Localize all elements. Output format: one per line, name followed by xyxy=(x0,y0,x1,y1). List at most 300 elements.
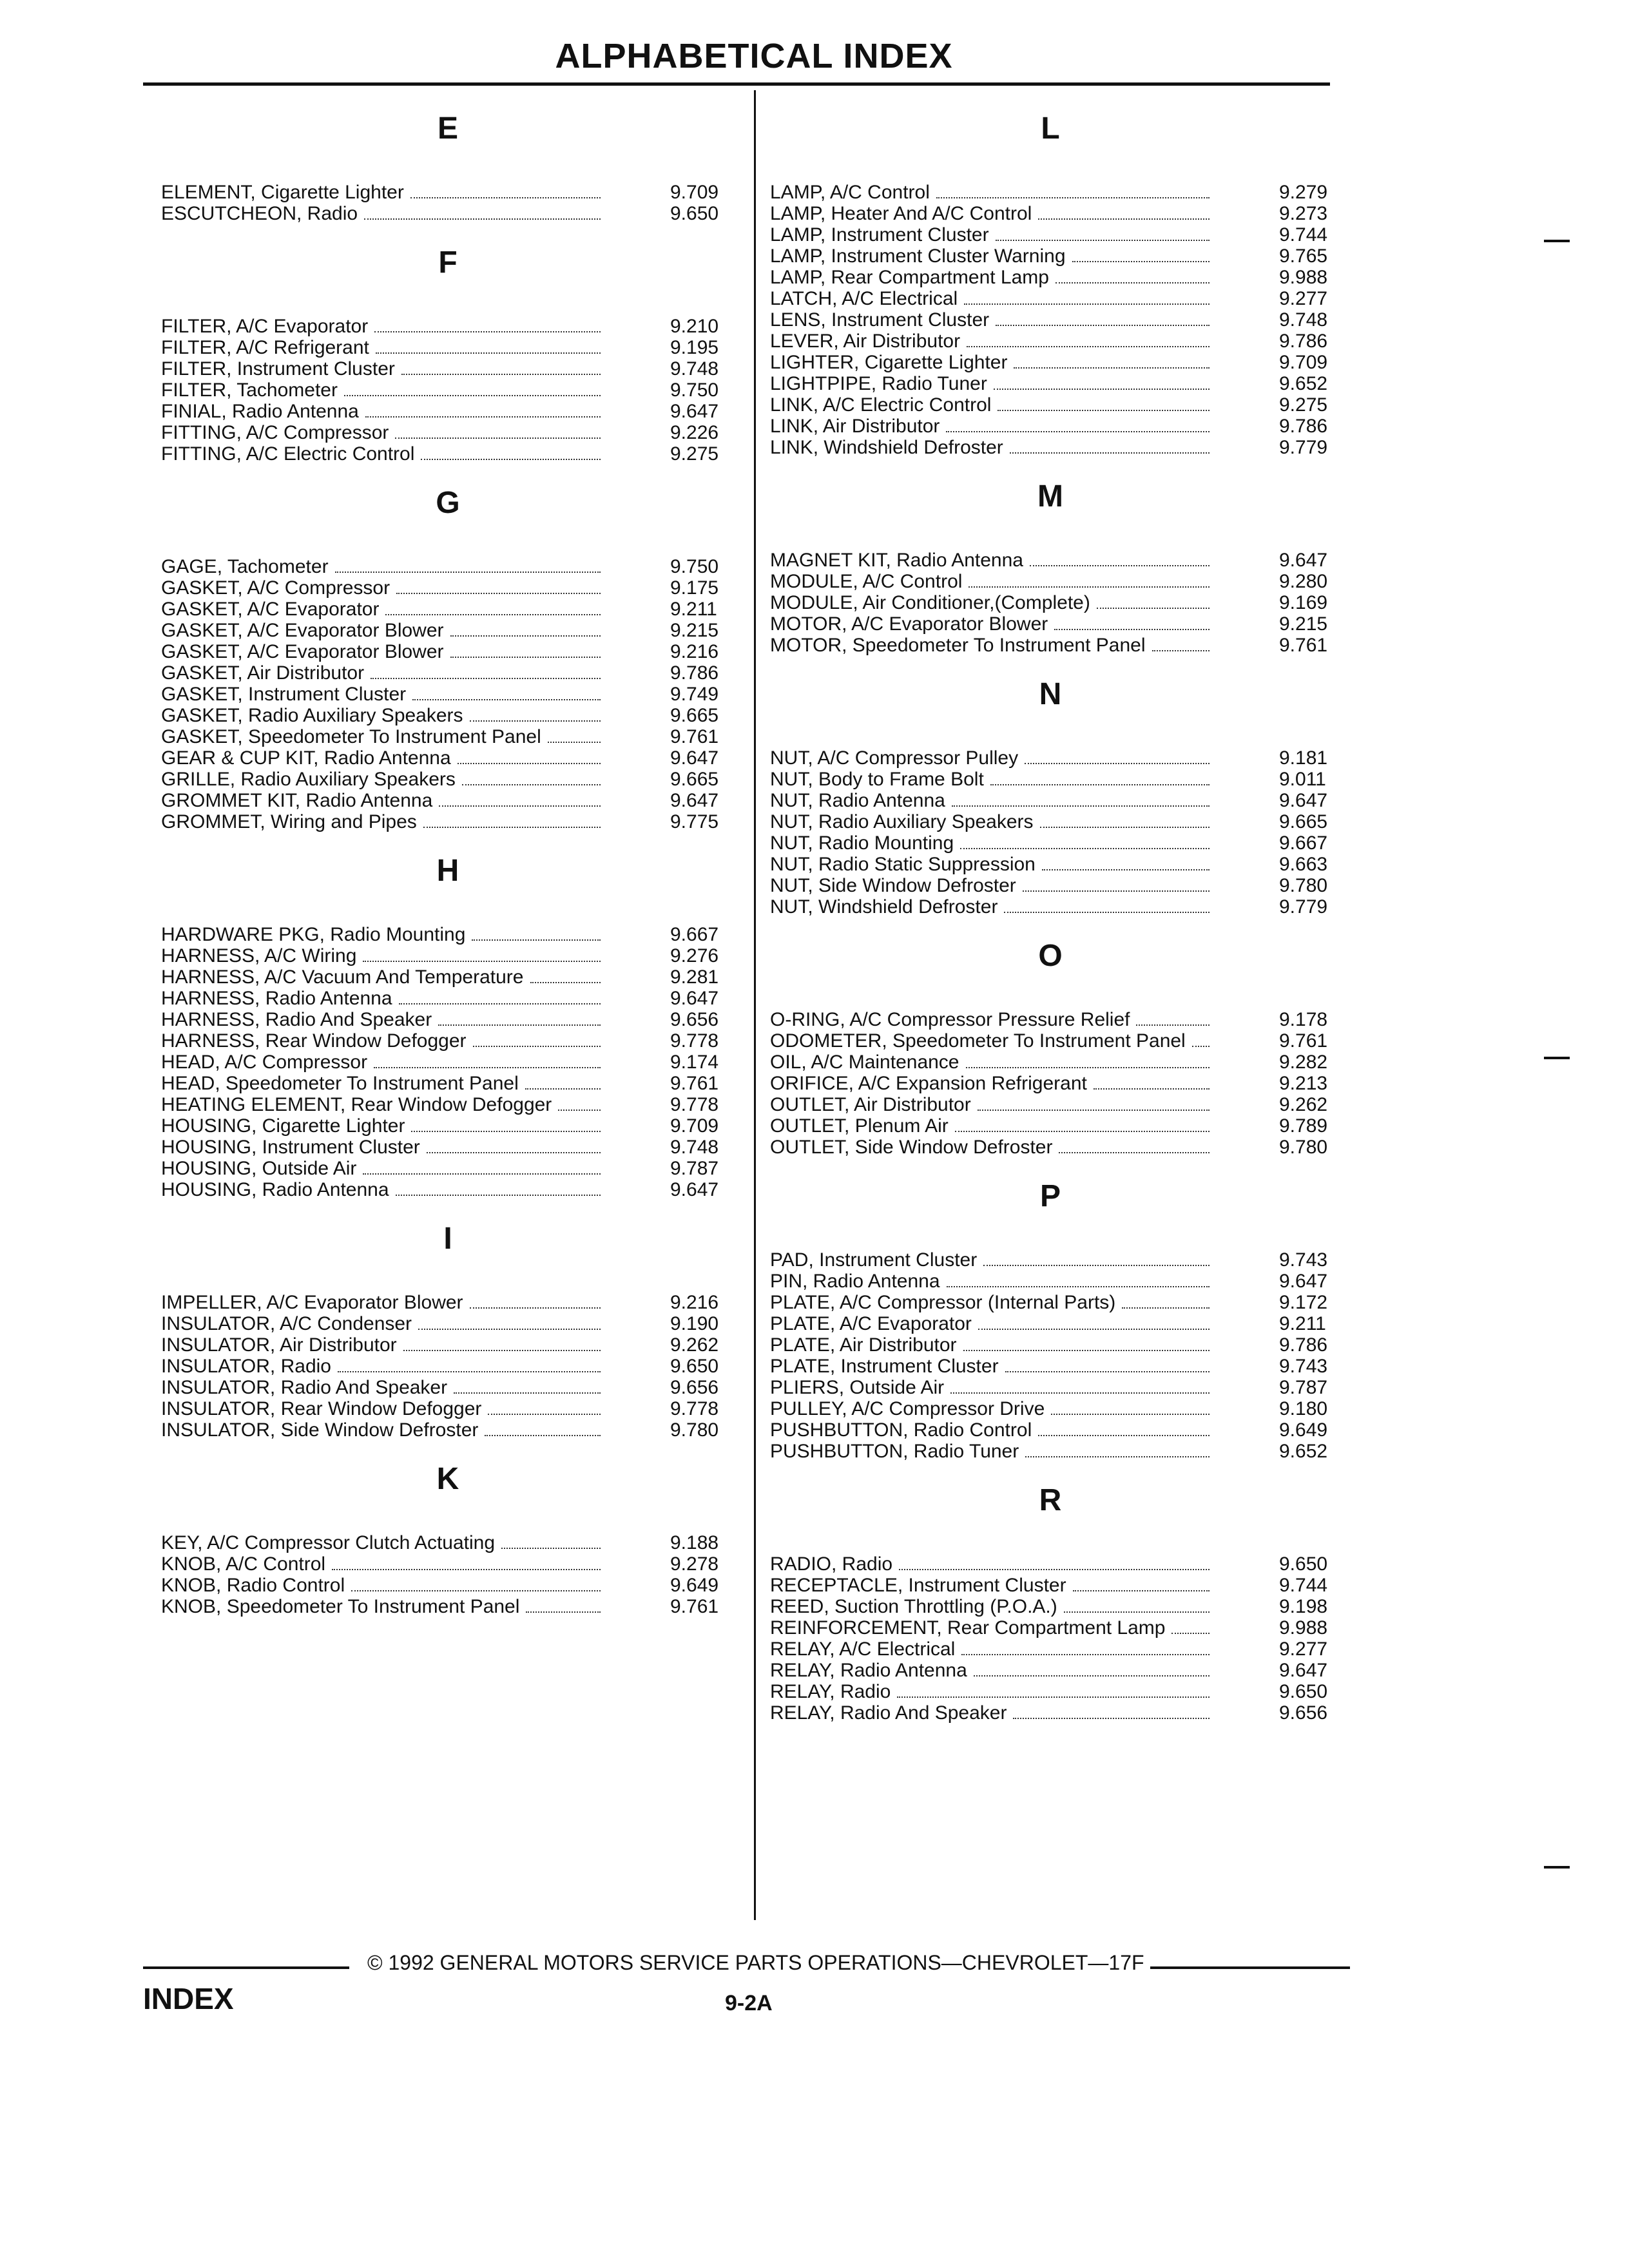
dot-leader xyxy=(396,593,601,594)
entry-name: PUSHBUTTON, Radio Tuner xyxy=(770,1441,1019,1462)
index-entry xyxy=(770,635,1350,656)
entry-page: 9.667 xyxy=(1279,832,1328,854)
dot-leader xyxy=(470,720,601,722)
index-entry xyxy=(161,556,741,577)
index-entry xyxy=(770,1334,1350,1356)
index-entry xyxy=(161,380,741,401)
entry-name: FILTER, A/C Evaporator xyxy=(161,316,369,337)
entry-page: 9.709 xyxy=(670,182,719,203)
index-entry xyxy=(770,373,1350,394)
index-entry xyxy=(161,1158,741,1179)
index-entry xyxy=(161,1292,741,1313)
index-entry xyxy=(161,924,741,945)
dot-leader xyxy=(401,374,601,375)
entry-page: 9.647 xyxy=(1279,550,1328,571)
dot-leader xyxy=(1013,1718,1210,1719)
entry-page: 9.988 xyxy=(1279,1617,1328,1639)
index-entry xyxy=(161,1137,741,1158)
index-entry xyxy=(161,1575,741,1596)
entry-name: LINK, Windshield Defroster xyxy=(770,437,1003,458)
entry-page: 9.279 xyxy=(1279,182,1328,203)
index-entry xyxy=(770,1398,1350,1419)
dot-leader xyxy=(403,1350,601,1351)
entry-name: HARNESS, A/C Wiring xyxy=(161,945,357,966)
entry-name: FITTING, A/C Compressor xyxy=(161,422,389,443)
dot-leader xyxy=(1094,1088,1210,1090)
dot-leader xyxy=(961,1654,1210,1655)
entry-name: INSULATOR, Radio And Speaker xyxy=(161,1377,448,1398)
entry-page: 9.750 xyxy=(670,556,719,577)
entry-name: HARNESS, Rear Window Defogger xyxy=(161,1030,467,1052)
dot-leader xyxy=(526,1611,601,1613)
dot-leader xyxy=(998,410,1210,411)
entry-name: RECEPTACLE, Instrument Cluster xyxy=(770,1575,1066,1596)
dot-leader xyxy=(1097,608,1210,609)
entry-name: HARNESS, A/C Vacuum And Temperature xyxy=(161,966,524,988)
section-letter-k: K xyxy=(436,1462,459,1496)
dot-leader xyxy=(996,240,1210,241)
dot-leader xyxy=(974,1675,1210,1677)
entry-page: 9.786 xyxy=(1279,1334,1328,1356)
entry-page: 9.195 xyxy=(670,337,719,358)
dot-leader xyxy=(488,1414,601,1415)
index-entry xyxy=(770,790,1350,811)
margin-tick xyxy=(1544,1057,1570,1059)
entry-page: 9.789 xyxy=(1279,1115,1328,1137)
entry-page: 9.665 xyxy=(670,705,719,726)
entry-name: LINK, A/C Electric Control xyxy=(770,394,992,416)
dot-leader xyxy=(423,827,601,828)
dot-leader xyxy=(473,1046,601,1047)
dot-leader xyxy=(525,1088,601,1090)
index-entry xyxy=(770,224,1350,245)
entry-name: LATCH, A/C Electrical xyxy=(770,288,958,309)
dot-leader xyxy=(983,1265,1210,1266)
dot-leader xyxy=(412,699,601,700)
entry-page: 9.761 xyxy=(670,1073,719,1094)
entry-name: PULLEY, A/C Compressor Drive xyxy=(770,1398,1045,1419)
index-entry xyxy=(770,875,1350,896)
entry-page: 9.215 xyxy=(1279,613,1328,635)
index-entry xyxy=(770,1441,1350,1462)
index-entry xyxy=(770,1702,1350,1724)
entry-name: GROMMET KIT, Radio Antenna xyxy=(161,790,433,811)
entry-name: REINFORCEMENT, Rear Compartment Lamp xyxy=(770,1617,1166,1639)
entry-name: NUT, A/C Compressor Pulley xyxy=(770,747,1019,769)
entry-page: 9.215 xyxy=(670,620,719,641)
entry-page: 9.188 xyxy=(670,1532,719,1553)
entry-page: 9.652 xyxy=(1279,1441,1328,1462)
dot-leader xyxy=(978,1329,1210,1330)
entry-page: 9.280 xyxy=(1279,571,1328,592)
entry-name: RELAY, Radio And Speaker xyxy=(770,1702,1007,1724)
entry-page: 9.278 xyxy=(670,1553,719,1575)
index-entry xyxy=(161,1398,741,1419)
entry-page: 9.211 xyxy=(670,599,717,620)
entry-name: GASKET, A/C Evaporator Blower xyxy=(161,641,444,662)
entry-page: 9.744 xyxy=(1279,224,1328,245)
entry-page: 9.011 xyxy=(1279,769,1326,790)
entry-name: MAGNET KIT, Radio Antenna xyxy=(770,550,1023,571)
entry-name: ODOMETER, Speedometer To Instrument Panel xyxy=(770,1030,1186,1052)
index-entry xyxy=(770,747,1350,769)
entry-page: 9.650 xyxy=(670,1356,719,1377)
footer-rule-right xyxy=(1150,1966,1350,1969)
index-entry xyxy=(770,1292,1350,1313)
entry-page: 9.778 xyxy=(670,1398,719,1419)
entry-page: 9.786 xyxy=(1279,331,1328,352)
entry-name: GASKET, Air Distributor xyxy=(161,662,365,684)
entry-name: PLIERS, Outside Air xyxy=(770,1377,945,1398)
index-entry xyxy=(770,769,1350,790)
dot-leader xyxy=(472,939,601,941)
entry-page: 9.276 xyxy=(670,945,719,966)
dot-leader xyxy=(363,961,601,962)
index-entry xyxy=(770,1596,1350,1617)
dot-leader xyxy=(439,805,601,807)
entry-name: FINIAL, Radio Antenna xyxy=(161,401,359,422)
index-entry xyxy=(161,1532,741,1553)
entry-name: LINK, Air Distributor xyxy=(770,416,940,437)
index-entry xyxy=(161,641,741,662)
entry-page: 9.281 xyxy=(670,966,719,988)
index-entry xyxy=(770,245,1350,267)
index-entry xyxy=(770,1073,1350,1094)
entry-page: 9.172 xyxy=(1279,1292,1328,1313)
index-entry xyxy=(770,832,1350,854)
index-entry xyxy=(770,1419,1350,1441)
entry-name: LAMP, Instrument Cluster Warning xyxy=(770,245,1066,267)
entry-name: RELAY, Radio Antenna xyxy=(770,1660,967,1681)
dot-leader xyxy=(365,416,601,418)
index-entry xyxy=(770,1052,1350,1073)
entry-page: 9.282 xyxy=(1279,1052,1328,1073)
entry-name: INSULATOR, Radio xyxy=(161,1356,331,1377)
dot-leader xyxy=(1004,912,1210,913)
entry-page: 9.750 xyxy=(670,380,719,401)
dot-leader xyxy=(470,1307,601,1309)
entry-name: INSULATOR, Rear Window Defogger xyxy=(161,1398,482,1419)
index-entry xyxy=(161,747,741,769)
dot-leader xyxy=(1171,1633,1210,1634)
dot-leader xyxy=(411,1131,601,1132)
entry-page: 9.649 xyxy=(1279,1419,1328,1441)
dot-leader xyxy=(1030,565,1210,566)
dot-leader xyxy=(1023,890,1210,892)
dot-leader xyxy=(385,614,601,615)
entry-name: LIGHTER, Cigarette Lighter xyxy=(770,352,1008,373)
entry-page: 9.647 xyxy=(670,790,719,811)
entry-name: HOUSING, Outside Air xyxy=(161,1158,357,1179)
index-entry xyxy=(161,1009,741,1030)
entry-name: MOTOR, Speedometer To Instrument Panel xyxy=(770,635,1146,656)
entry-page: 9.765 xyxy=(1279,245,1328,267)
index-entry xyxy=(161,811,741,832)
index-entry xyxy=(770,1356,1350,1377)
entry-page: 9.779 xyxy=(1279,896,1328,918)
dot-leader xyxy=(1038,1435,1210,1436)
dot-leader xyxy=(332,1569,601,1570)
entry-page: 9.277 xyxy=(1279,288,1328,309)
index-entry xyxy=(770,854,1350,875)
dot-leader xyxy=(952,805,1210,807)
index-entry xyxy=(770,1094,1350,1115)
entry-page: 9.761 xyxy=(670,726,719,747)
index-entry xyxy=(161,443,741,465)
index-entry xyxy=(161,684,741,705)
entry-page: 9.779 xyxy=(1279,437,1328,458)
section-letter-p: P xyxy=(1039,1179,1061,1213)
entry-name: HEAD, Speedometer To Instrument Panel xyxy=(161,1073,519,1094)
entry-page: 9.786 xyxy=(670,662,719,684)
entry-name: GASKET, Radio Auxiliary Speakers xyxy=(161,705,463,726)
entry-name: GASKET, A/C Evaporator Blower xyxy=(161,620,444,641)
entry-name: HOUSING, Instrument Cluster xyxy=(161,1137,420,1158)
index-entry xyxy=(161,316,741,337)
page-title: ALPHABETICAL INDEX xyxy=(555,37,953,75)
dot-leader xyxy=(399,1003,601,1004)
entry-page: 9.650 xyxy=(1279,1553,1328,1575)
index-entry xyxy=(770,1313,1350,1334)
entry-page: 9.667 xyxy=(670,924,719,945)
index-entry xyxy=(161,1356,741,1377)
dot-leader xyxy=(966,1067,1210,1068)
entry-name: LAMP, Instrument Cluster xyxy=(770,224,989,245)
dot-leader xyxy=(450,635,601,637)
dot-leader xyxy=(376,352,601,354)
entry-name: OIL, A/C Maintenance xyxy=(770,1052,959,1073)
section-letter-e: E xyxy=(437,111,458,146)
entry-name: RADIO, Radio xyxy=(770,1553,893,1575)
left-column xyxy=(161,97,741,1617)
index-entry xyxy=(770,592,1350,613)
dot-leader xyxy=(364,218,601,220)
entry-name: LAMP, Rear Compartment Lamp xyxy=(770,267,1049,288)
dot-leader xyxy=(964,303,1210,305)
index-entry xyxy=(161,1030,741,1052)
entry-page: 9.198 xyxy=(1279,1596,1328,1617)
entry-name: GEAR & CUP KIT, Radio Antenna xyxy=(161,747,451,769)
entry-page: 9.650 xyxy=(670,203,719,224)
index-entry xyxy=(770,416,1350,437)
index-entry xyxy=(161,401,741,422)
entry-name: LENS, Instrument Cluster xyxy=(770,309,990,331)
index-entry xyxy=(770,352,1350,373)
index-entry xyxy=(770,1377,1350,1398)
dot-leader xyxy=(396,1195,601,1196)
index-entry xyxy=(770,1030,1350,1052)
entry-page: 9.275 xyxy=(670,443,719,465)
entry-name: O-RING, A/C Compressor Pressure Relief xyxy=(770,1009,1130,1030)
dot-leader xyxy=(969,586,1210,588)
index-entry xyxy=(161,1094,741,1115)
index-entry xyxy=(770,267,1350,288)
index-entry xyxy=(161,1334,741,1356)
entry-name: NUT, Side Window Defroster xyxy=(770,875,1016,896)
entry-name: PUSHBUTTON, Radio Control xyxy=(770,1419,1032,1441)
entry-page: 9.213 xyxy=(1279,1073,1328,1094)
entry-page: 9.273 xyxy=(1279,203,1328,224)
entry-name: PIN, Radio Antenna xyxy=(770,1271,940,1292)
entry-name: NUT, Radio Static Suppression xyxy=(770,854,1036,875)
column-divider xyxy=(754,90,756,1920)
entry-page: 9.743 xyxy=(1279,1356,1328,1377)
dot-leader xyxy=(427,1152,601,1153)
right-column xyxy=(770,97,1350,1724)
entry-name: GRILLE, Radio Auxiliary Speakers xyxy=(161,769,456,790)
entry-page: 9.190 xyxy=(670,1313,719,1334)
entry-page: 9.748 xyxy=(1279,309,1328,331)
dot-leader xyxy=(530,982,601,983)
dot-leader xyxy=(1192,1046,1210,1047)
dot-leader xyxy=(1152,650,1210,651)
entry-name: FILTER, Tachometer xyxy=(161,380,338,401)
index-entry xyxy=(161,1115,741,1137)
entry-name: GASKET, A/C Evaporator xyxy=(161,599,380,620)
entry-name: HOUSING, Cigarette Lighter xyxy=(161,1115,405,1137)
entry-name: LAMP, Heater And A/C Control xyxy=(770,203,1032,224)
entry-name: GAGE, Tachometer xyxy=(161,556,329,577)
entry-page: 9.647 xyxy=(1279,1271,1328,1292)
index-entry xyxy=(770,182,1350,203)
dot-leader xyxy=(1051,1414,1210,1415)
entry-name: HARNESS, Radio Antenna xyxy=(161,988,392,1009)
entry-page: 9.709 xyxy=(670,1115,719,1137)
dot-leader xyxy=(374,331,601,332)
entry-name: NUT, Radio Auxiliary Speakers xyxy=(770,811,1034,832)
footer-rule-left xyxy=(143,1966,349,1969)
entry-page: 9.650 xyxy=(1279,1681,1328,1702)
entry-page: 9.647 xyxy=(670,401,719,422)
entry-name: HARDWARE PKG, Radio Mounting xyxy=(161,924,466,945)
entry-page: 9.277 xyxy=(1279,1639,1328,1660)
entry-name: GROMMET, Wiring and Pipes xyxy=(161,811,417,832)
dot-leader xyxy=(1025,1456,1210,1457)
dot-leader xyxy=(1005,1371,1210,1372)
entry-name: HARNESS, Radio And Speaker xyxy=(161,1009,432,1030)
entry-name: HEAD, A/C Compressor xyxy=(161,1052,368,1073)
index-entry xyxy=(161,945,741,966)
section-letter-o: O xyxy=(1038,939,1063,973)
dot-leader xyxy=(371,678,601,679)
index-entry xyxy=(770,1137,1350,1158)
entry-page: 9.169 xyxy=(1279,592,1328,613)
entry-page: 9.778 xyxy=(670,1094,719,1115)
footer-page-number: 9-2A xyxy=(725,1991,773,2015)
entry-page: 9.775 xyxy=(670,811,719,832)
index-entry xyxy=(770,394,1350,416)
entry-page: 9.649 xyxy=(670,1575,719,1596)
section-letter-g: G xyxy=(436,486,460,520)
index-entry xyxy=(161,790,741,811)
entry-name: LEVER, Air Distributor xyxy=(770,331,961,352)
dot-leader xyxy=(960,848,1210,849)
entry-name: GASKET, A/C Compressor xyxy=(161,577,390,599)
entry-name: GASKET, Speedometer To Instrument Panel xyxy=(161,726,541,747)
entry-page: 9.174 xyxy=(670,1052,719,1073)
index-entry xyxy=(161,358,741,380)
entry-name: PLATE, Air Distributor xyxy=(770,1334,957,1356)
dot-leader xyxy=(897,1696,1210,1698)
index-entry xyxy=(770,331,1350,352)
dot-leader xyxy=(1010,452,1210,454)
entry-name: LAMP, A/C Control xyxy=(770,182,930,203)
entry-name: HEATING ELEMENT, Rear Window Defogger xyxy=(161,1094,552,1115)
section-letter-m: M xyxy=(1037,479,1063,514)
dot-leader xyxy=(1073,1590,1210,1591)
index-entry xyxy=(161,726,741,747)
entry-name: PAD, Instrument Cluster xyxy=(770,1249,978,1271)
index-entry xyxy=(770,1660,1350,1681)
entry-name: ESCUTCHEON, Radio xyxy=(161,203,358,224)
entry-page: 9.780 xyxy=(670,1419,719,1441)
entry-page: 9.787 xyxy=(670,1158,719,1179)
dot-leader xyxy=(363,1173,601,1175)
entry-name: PLATE, A/C Evaporator xyxy=(770,1313,972,1334)
index-entry xyxy=(161,182,741,203)
dot-leader xyxy=(955,1131,1210,1132)
index-entry xyxy=(770,1553,1350,1575)
margin-tick xyxy=(1544,240,1570,242)
entry-page: 9.262 xyxy=(1279,1094,1328,1115)
index-entry xyxy=(161,422,741,443)
entry-name: FILTER, Instrument Cluster xyxy=(161,358,395,380)
dot-leader xyxy=(1038,218,1210,220)
dot-leader xyxy=(462,784,601,785)
entry-name: KNOB, A/C Control xyxy=(161,1553,326,1575)
dot-leader xyxy=(963,1350,1210,1351)
entry-page: 9.180 xyxy=(1279,1398,1328,1419)
section-letter-l: L xyxy=(1041,111,1060,146)
index-entry xyxy=(770,550,1350,571)
index-entry xyxy=(161,599,741,620)
entry-name: MODULE, Air Conditioner,(Complete) xyxy=(770,592,1090,613)
dot-leader xyxy=(1042,869,1210,870)
entry-page: 9.275 xyxy=(1279,394,1328,416)
entry-page: 9.744 xyxy=(1279,1575,1328,1596)
entry-page: 9.647 xyxy=(670,988,719,1009)
dot-leader xyxy=(1064,1611,1210,1613)
entry-page: 9.211 xyxy=(1279,1313,1326,1334)
entry-name: FITTING, A/C Electric Control xyxy=(161,443,415,465)
dot-leader xyxy=(374,1067,601,1068)
entry-name: KEY, A/C Compressor Clutch Actuating xyxy=(161,1532,496,1553)
title-rule xyxy=(143,82,1330,86)
index-entry xyxy=(161,1052,741,1073)
entry-page: 9.748 xyxy=(670,358,719,380)
entry-name: PLATE, Instrument Cluster xyxy=(770,1356,999,1377)
entry-page: 9.663 xyxy=(1279,854,1328,875)
entry-name: INSULATOR, A/C Condenser xyxy=(161,1313,412,1334)
entry-page: 9.787 xyxy=(1279,1377,1328,1398)
index-entry xyxy=(161,1419,741,1441)
margin-tick xyxy=(1544,1866,1570,1869)
dot-leader xyxy=(1055,282,1210,284)
dot-leader xyxy=(1122,1307,1210,1309)
dot-leader xyxy=(421,459,601,460)
entry-page: 9.175 xyxy=(670,577,719,599)
dot-leader xyxy=(1072,261,1210,262)
entry-name: OUTLET, Side Window Defroster xyxy=(770,1137,1053,1158)
index-entry xyxy=(161,988,741,1009)
entry-page: 9.647 xyxy=(670,1179,719,1200)
entry-name: NUT, Body to Frame Bolt xyxy=(770,769,984,790)
entry-name: INSULATOR, Side Window Defroster xyxy=(161,1419,479,1441)
entry-name: PLATE, A/C Compressor (Internal Parts) xyxy=(770,1292,1116,1313)
entry-page: 9.656 xyxy=(670,1009,719,1030)
section-letter-r: R xyxy=(1039,1483,1062,1517)
index-entry xyxy=(161,1179,741,1200)
